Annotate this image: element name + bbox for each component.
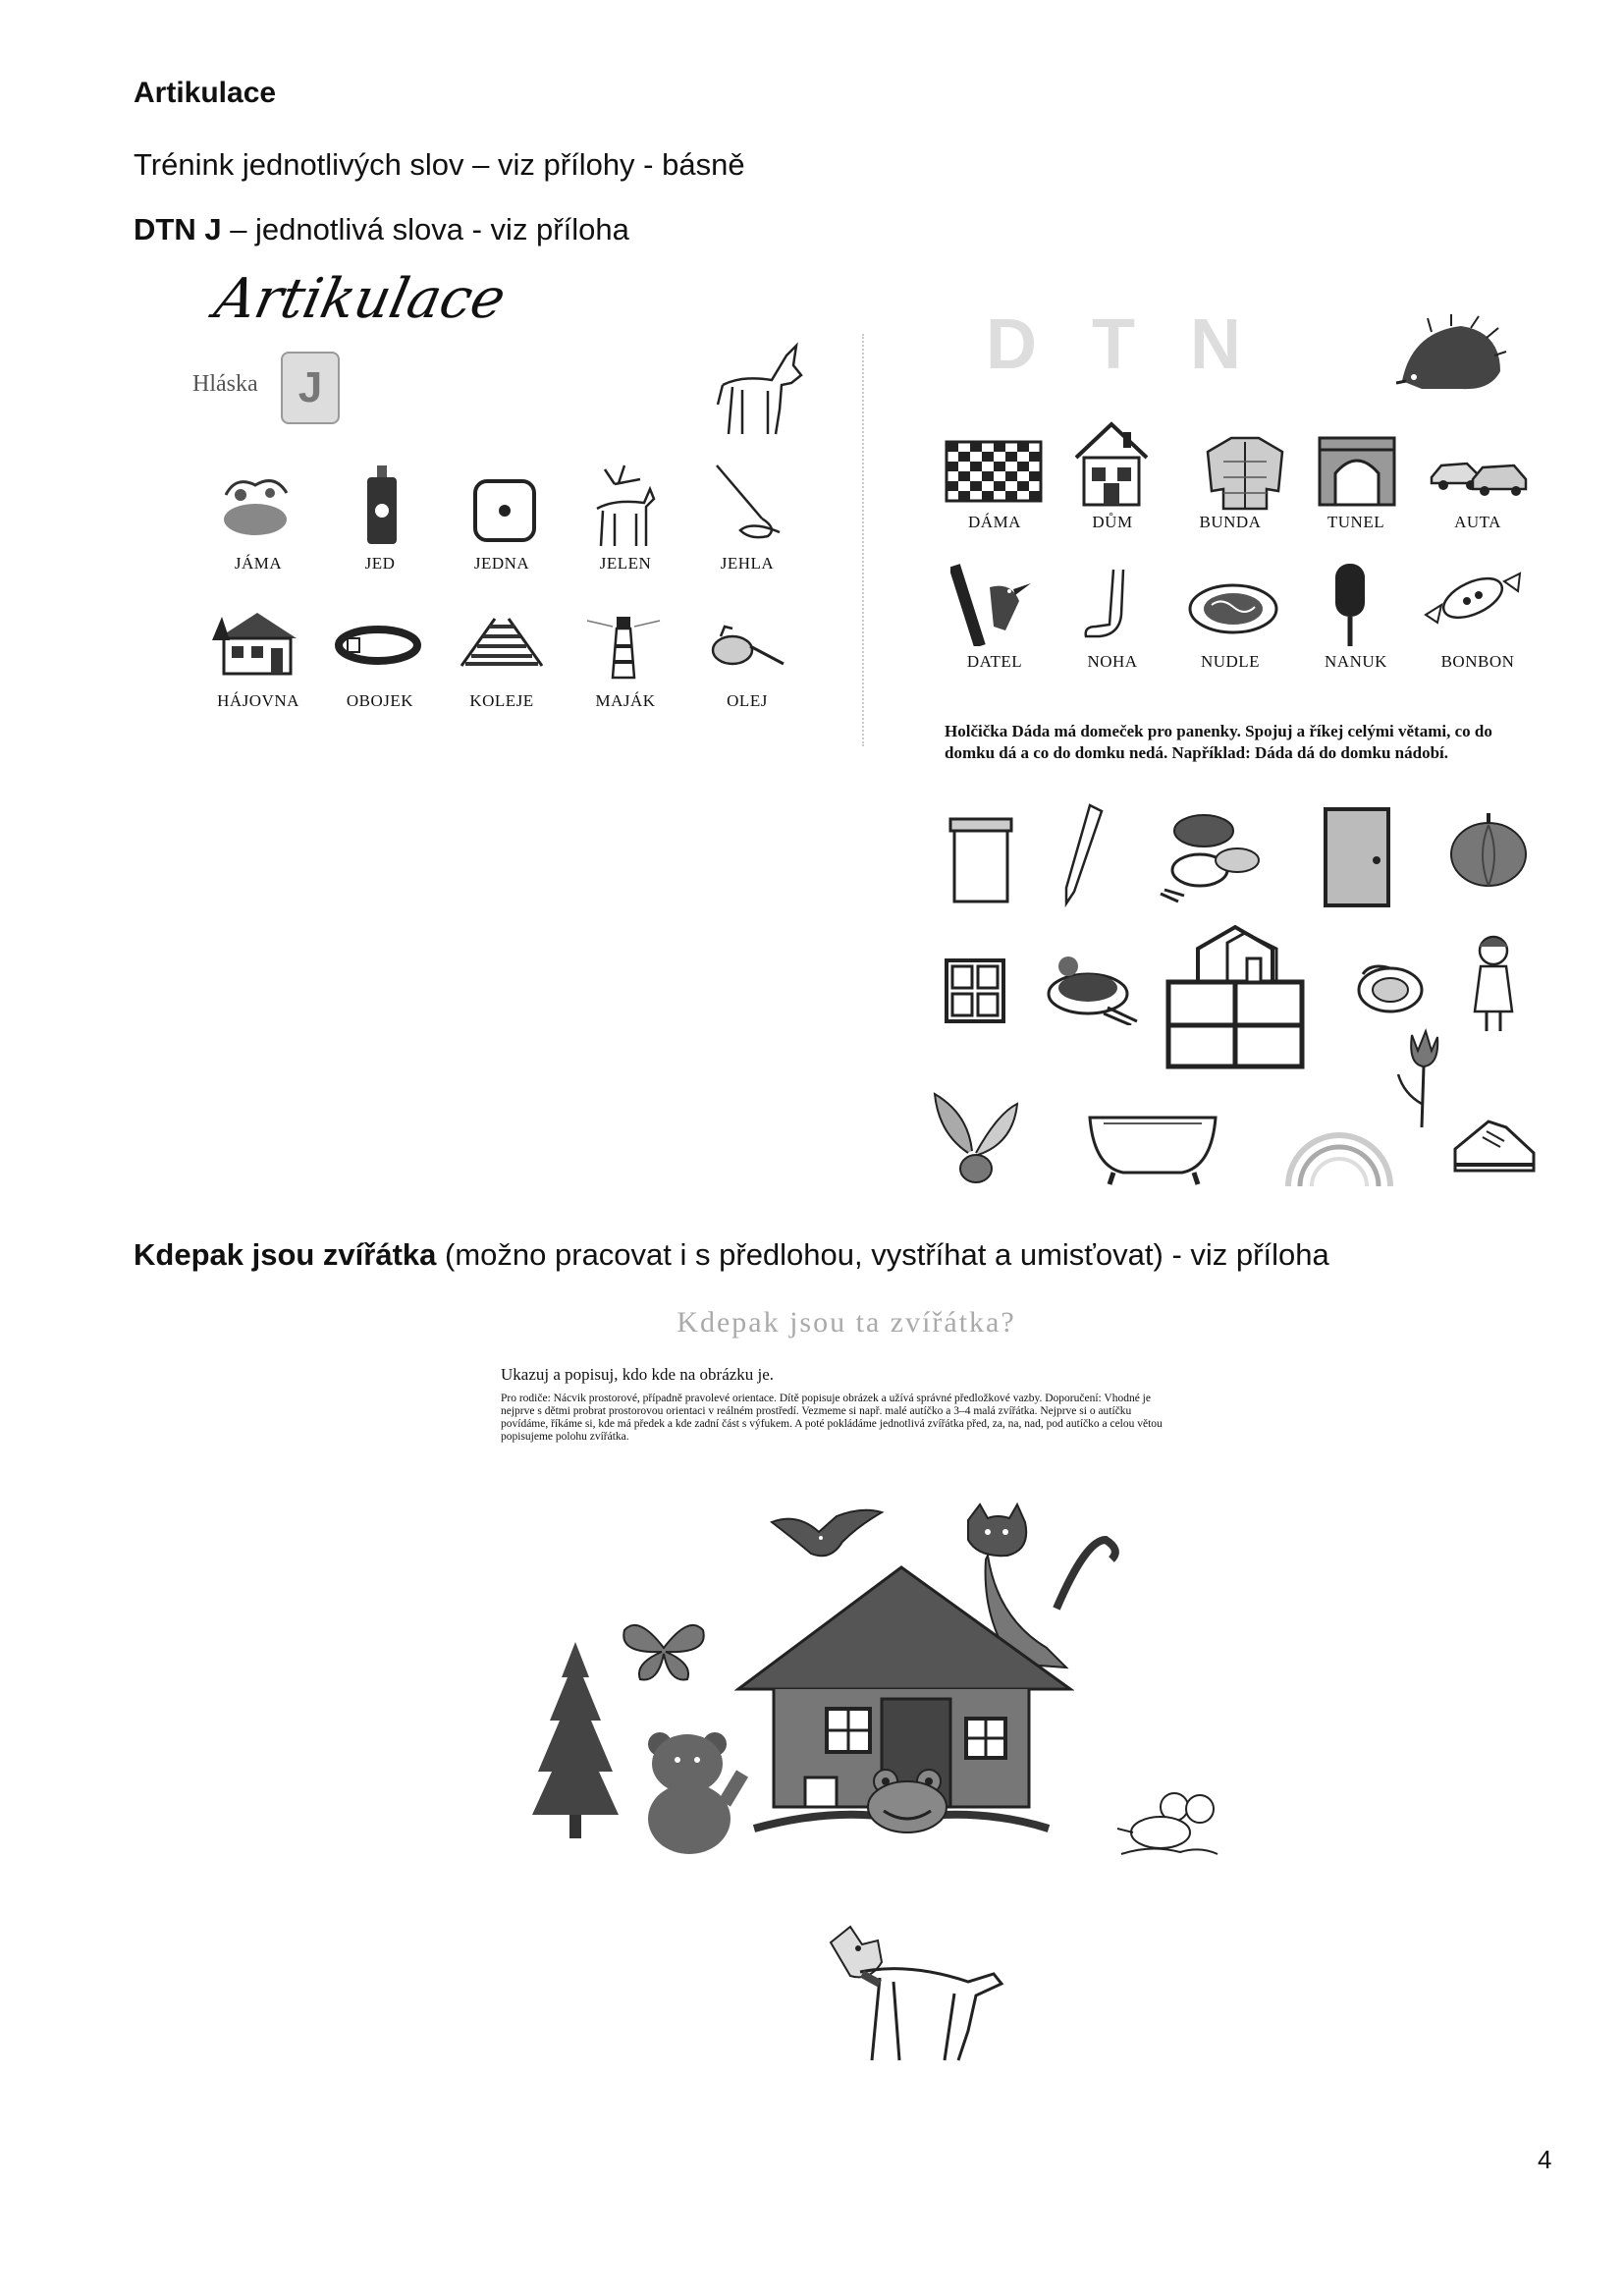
section2-bold: Kdepak jsou zvířátka — [134, 1237, 437, 1272]
icecream-icon — [1326, 560, 1375, 650]
tree-icon — [530, 1638, 621, 1842]
dtn-line — [134, 212, 629, 247]
plant-icon — [929, 1074, 1021, 1184]
training-line: Trénink jednotlivých slov – viz přílohy - básně — [134, 147, 745, 182]
pacifier-icon — [1351, 960, 1430, 1021]
hlaska-letter: J — [298, 363, 323, 411]
dtn-faded-title: D T N — [986, 305, 1259, 384]
tunnel-icon — [1316, 434, 1398, 509]
frog-icon — [860, 1768, 954, 1842]
word-label: NANUK — [1325, 652, 1387, 671]
word-label: JED — [364, 554, 396, 573]
donkey-icon — [703, 336, 811, 442]
chessboard-icon — [943, 438, 1045, 505]
word-label: HÁJOVNA — [217, 691, 299, 710]
cars-icon — [1428, 448, 1530, 497]
word-label: DŮM — [1092, 513, 1133, 531]
word-label: AUTA — [1454, 513, 1501, 531]
pencil-icon — [1060, 801, 1108, 907]
hlaska-label: Hláska — [192, 371, 258, 397]
word-label: JÁMA — [234, 554, 283, 573]
bear-icon — [638, 1724, 748, 1854]
word-label: BONBON — [1440, 652, 1515, 671]
doll-icon — [1469, 933, 1518, 1037]
food-icon — [1039, 943, 1141, 1025]
section2-heading — [134, 1237, 1329, 1273]
trashbin-icon — [947, 811, 1015, 905]
house-icon — [210, 607, 304, 678]
word-label: KOLEJE — [469, 691, 534, 710]
sheet-divider — [862, 334, 864, 746]
dollhouse-instruction: Holčička Dáda má domeček pro panenky. Spojuj a říkej celými větami, co do domku dá a co do domku nedá. Například: Dáda dá do domku nádobí. — [945, 722, 1492, 762]
word-label: JEHLA — [720, 554, 775, 573]
animals-faded-title: Kdepak jsou ta zvířátka? — [677, 1306, 1016, 1339]
word-label: TUNEL — [1326, 513, 1385, 531]
word-label: OLEJ — [727, 691, 768, 710]
word-label: OBOJEK — [346, 691, 414, 710]
word-label: JEDNA — [473, 554, 530, 573]
pit-icon — [216, 465, 295, 554]
animals-subtitle: Ukazuj a popisuj, kdo kde na obrázku je. — [501, 1365, 775, 1384]
rainbow-icon — [1282, 1121, 1396, 1186]
word-label: BUNDA — [1199, 513, 1262, 531]
page-title: Artikulace — [134, 77, 277, 109]
collar-icon — [334, 623, 422, 668]
tulip-icon — [1394, 1025, 1449, 1131]
rails-icon — [456, 615, 548, 670]
foot-icon — [1080, 566, 1151, 646]
dtn-rest: – jednotlivá slova - viz příloha — [221, 212, 629, 246]
parent-note: Pro rodiče: Nácvik prostorové, případně pravolevé orientace. Dítě popisuje obrázek a užívá správné předložkové vazby. Doporučení: Vhodné je nejprve s dětmi probrat prostorovou orientaci v reálném prostředí. Vezmeme si např. malé autíčko a 3–4 malá zvířátka. Nejprve si o autíčku povídáme, říkáme si, kde má předek a kde zadní část s výfukem. A poté pokládáme jednotlivá zvířátka před, za, na, nad, pod autíčko a celou větou popisujeme polohu zvířátka. — [501, 1393, 1163, 1443]
lighthouse-icon — [583, 607, 664, 683]
word-label: MAJÁK — [595, 691, 656, 710]
shoe-icon — [1449, 1114, 1538, 1182]
section2-rest: (možno pracovat i s předlohou, vystříhat a umisťovat) - viz příloha — [436, 1237, 1329, 1272]
oilcan-icon — [703, 617, 787, 676]
woodpecker-icon — [950, 562, 1033, 646]
pumpkin-icon — [1447, 807, 1530, 890]
word-label: JELEN — [599, 554, 652, 573]
mouse-icon — [1111, 1789, 1219, 1860]
deer-icon — [585, 460, 664, 550]
noodles-icon — [1186, 577, 1280, 640]
butterfly-icon — [619, 1614, 709, 1683]
door-icon — [1322, 805, 1392, 909]
bottle-icon — [357, 462, 406, 550]
handwritten-title: Artikulace — [209, 267, 512, 331]
word-label: NOHA — [1087, 652, 1138, 671]
word-label: DÁMA — [968, 513, 1021, 531]
house2-icon — [1070, 418, 1153, 509]
dollhouse-icon — [1159, 923, 1312, 1072]
word-label: NUDLE — [1200, 652, 1261, 671]
dtn-label: DTN J — [134, 212, 222, 246]
hlaska-box — [281, 352, 340, 424]
page-number: 4 — [1538, 2145, 1552, 2174]
word-label: DATEL — [966, 652, 1023, 671]
needle-icon — [711, 460, 785, 542]
window-icon — [943, 957, 1007, 1025]
candy-icon — [1422, 570, 1524, 627]
hedgehog-icon — [1392, 312, 1508, 403]
bathtub-icon — [1084, 1098, 1221, 1188]
dishes-icon — [1155, 805, 1272, 907]
jacket-icon — [1204, 432, 1286, 511]
wolf-icon — [821, 1923, 1007, 2066]
dice-icon — [469, 475, 540, 546]
